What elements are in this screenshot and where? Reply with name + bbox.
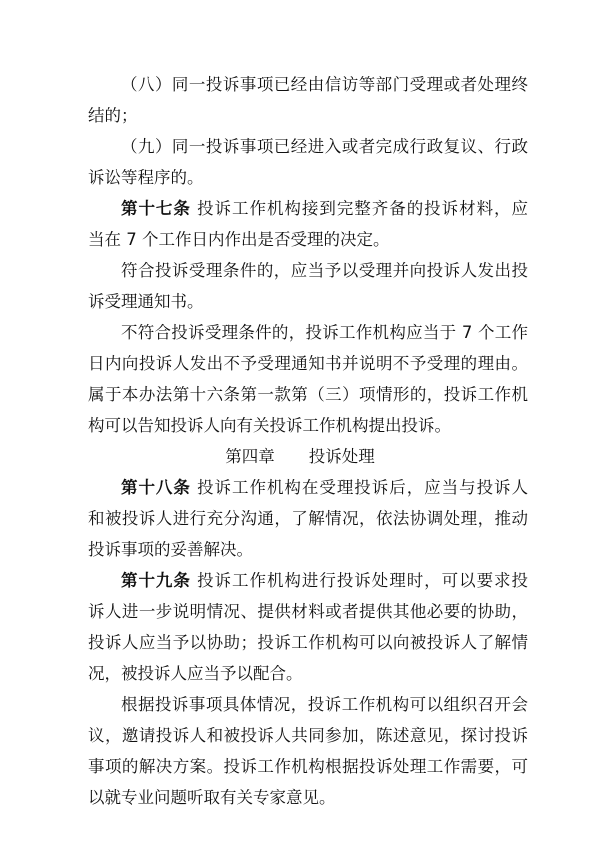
item-9-line-2 [88,163,528,193]
paragraph-text: 和被投诉人进行充分沟通，了解情况，依法协调处理，推动 [88,509,528,528]
paragraph-text: 投诉人应当予以协助；投诉工作机构可以向被投诉人了解情 [88,633,528,652]
article-19-line-4 [88,659,528,689]
paragraph-text: 况，被投诉人应当予以配合。 [88,664,303,683]
paragraph-text: （九）同一投诉事项已经进入或者完成行政复议、行政 [121,137,528,156]
article-number: 第十七条 [121,199,191,218]
meeting-line-2 [88,721,528,751]
paragraph-text: 结的； [88,106,138,125]
paragraph-text: 不符合投诉受理条件的，投诉工作机构应当于 7 个工作 [121,323,528,342]
paragraph-text: 议，邀请投诉人和被投诉人共同参加，陈述意见，探讨投诉 [88,726,528,745]
article-18-line-3 [88,535,528,565]
reject-condition-line-3 [88,380,528,410]
item-8-line-2 [88,101,528,131]
meeting-line-4 [88,783,528,813]
paragraph-text: 投诉工作机构在受理投诉后，应当与投诉人 [197,478,529,497]
paragraph-text: 根据投诉事项具体情况，投诉工作机构可以组织召开会 [121,695,528,714]
paragraph-text: 诉讼等程序的。 [88,168,204,187]
paragraph-text: 以就专业问题听取有关专家意见。 [88,788,336,807]
reject-condition-line-4 [88,411,528,441]
meeting-line-3 [88,752,528,782]
article-17-line-2 [88,225,528,255]
item-8-line-1 [88,70,528,100]
article-19-line-3 [88,628,528,658]
article-number: 第十八条 [121,478,191,497]
article-18-line-2 [88,504,528,534]
paragraph-text: 属于本办法第十六条第一款第（三）项情形的，投诉工作机 [88,385,528,404]
paragraph-text: 投诉事项的妥善解决。 [88,540,253,559]
article-19-line-2 [88,597,528,627]
chapter-number: 第四章 [225,447,275,466]
paragraph-text: （八）同一投诉事项已经由信访等部门受理或者处理终 [121,75,528,94]
chapter-heading [0,442,600,472]
paragraph-text: 投诉工作机构接到完整齐备的投诉材料，应 [197,199,529,218]
paragraph-text: 事项的解决方案。投诉工作机构根据投诉处理工作需要，可 [88,757,528,776]
accept-condition-line-1 [88,256,528,286]
meeting-line-1 [88,690,528,720]
paragraph-text: 当在 7 个工作日内作出是否受理的决定。 [88,230,390,249]
article-19-line-1 [88,566,528,596]
paragraph-text: 日内向投诉人发出不予受理通知书并说明不予受理的理由。 [88,354,528,373]
paragraph-text: 符合投诉受理条件的，应当予以受理并向投诉人发出投 [121,261,528,280]
item-9-line-1 [88,132,528,162]
reject-condition-line-1 [88,318,528,348]
article-number: 第十九条 [121,571,191,590]
article-18-line-1 [88,473,528,503]
chapter-title: 投诉处理 [308,447,375,466]
paragraph-text: 构可以告知投诉人向有关投诉工作机构提出投诉。 [88,416,451,435]
paragraph-text: 诉人进一步说明情况、提供材料或者提供其他必要的协助， [88,602,528,621]
reject-condition-line-2 [88,349,528,379]
paragraph-text: 诉受理通知书。 [88,292,204,311]
accept-condition-line-2 [88,287,528,317]
paragraph-text: 投诉工作机构进行投诉处理时，可以要求投 [197,571,529,590]
article-17-line-1 [88,194,528,224]
